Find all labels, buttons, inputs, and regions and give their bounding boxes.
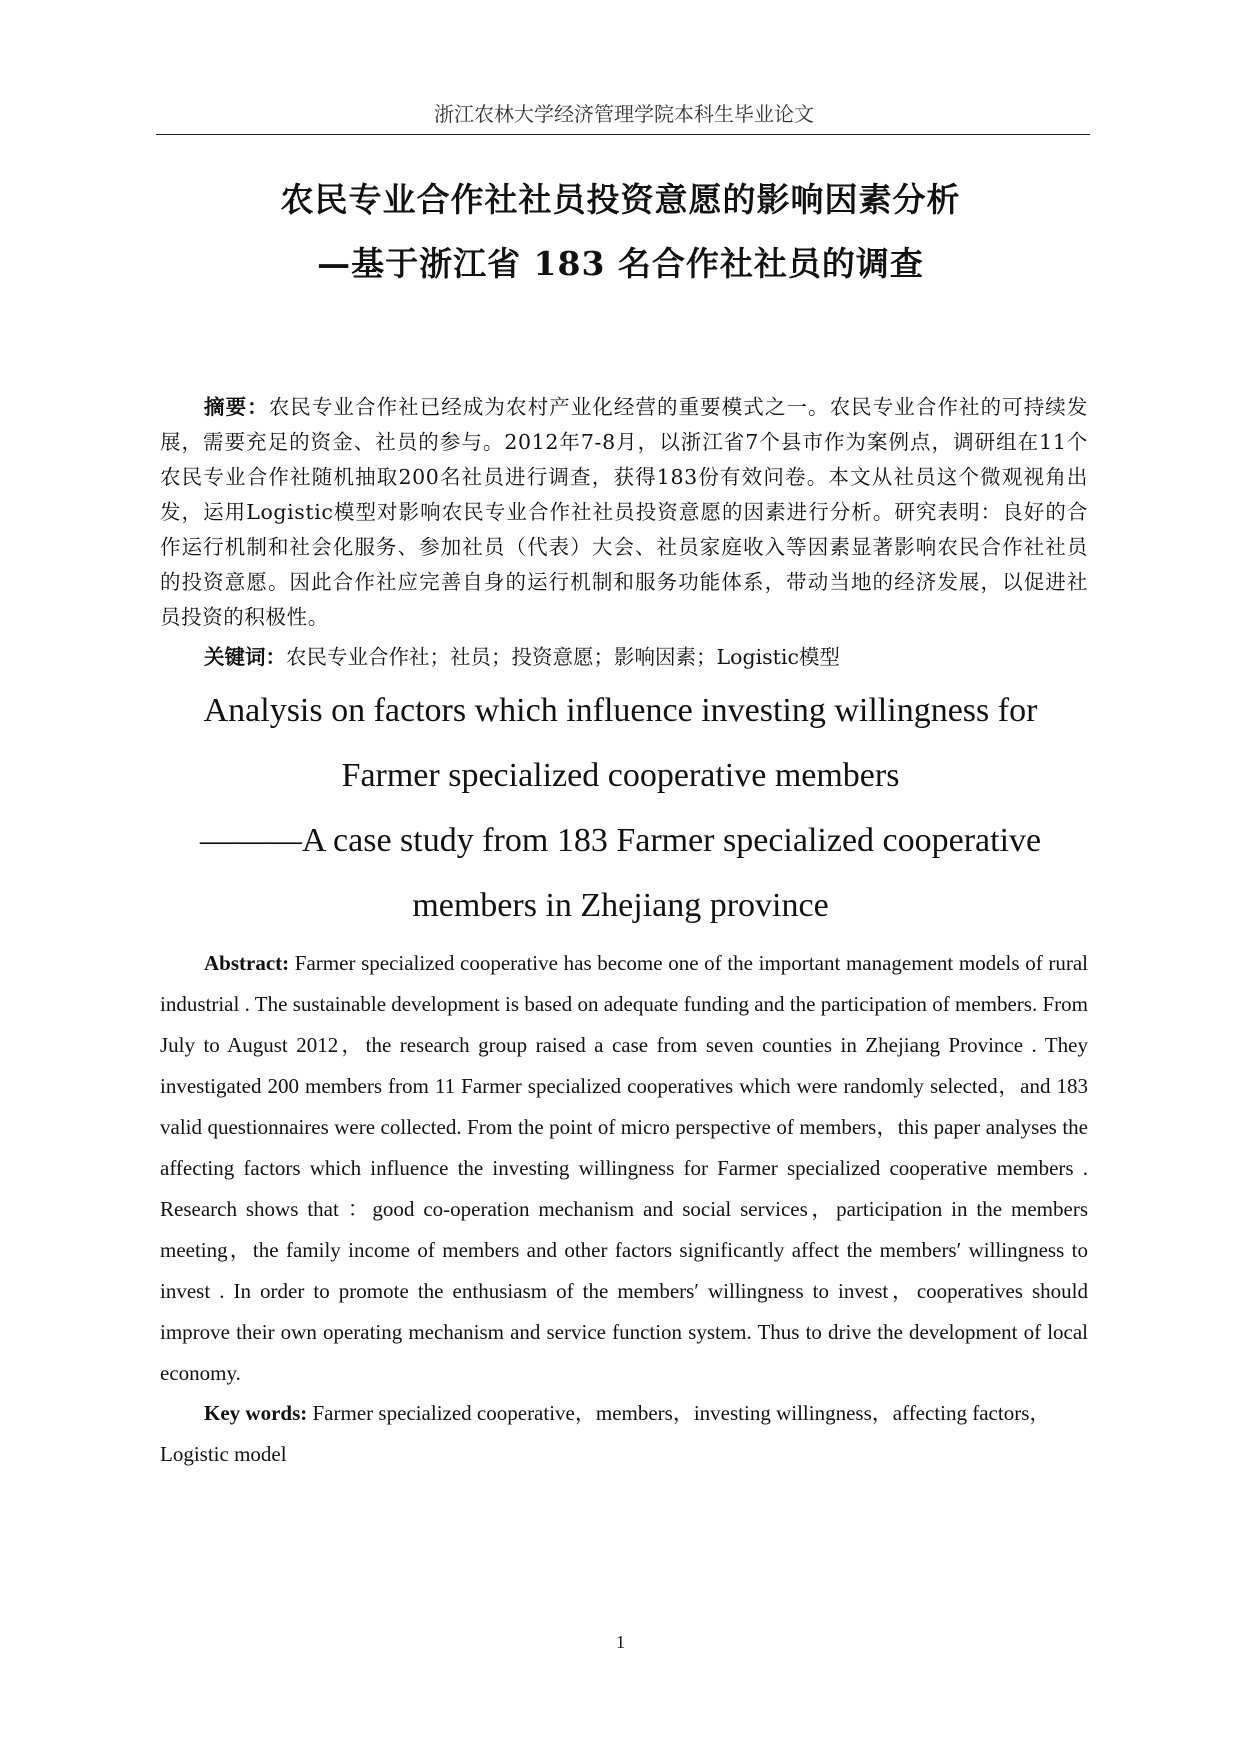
chinese-abstract	[160, 390, 1088, 635]
header-divider	[156, 134, 1090, 135]
english-keywords-text: Farmer specialized cooperative，members，investing willingness，affecting factors，Logistic model	[160, 1401, 1051, 1466]
english-title-line-1: Analysis on factors which influence investing willingness for	[203, 692, 1038, 729]
chinese-keywords-text: 农民专业合作社；社员；投资意愿；影响因素；Logistic模型	[286, 645, 840, 669]
english-subtitle-line-1: ———A case study from 183 Farmer specialized cooperative	[199, 822, 1042, 859]
english-keywords	[160, 1393, 1088, 1475]
chinese-title: 农民专业合作社社员投资意愿的影响因素分析	[280, 180, 961, 219]
english-abstract	[160, 943, 1088, 1394]
english-title-line-2: Farmer specialized cooperative members	[341, 757, 900, 794]
english-abstract-text: Farmer specialized cooperative has become one of the important management models of rural industrial . The sustainable development is based on adequate funding and the participation of members. From July to August 2012，the research group raised a case from seven counties in Zhejiang Province . They investigated 200 members from 11 Farmer specialized cooperatives which were randomly selected，and 183 valid questionnaires were collected. From the point of micro perspective of members，this paper analyses the affecting factors which influence the investing willingness for Farmer specialized cooperative members . Research shows that ：good co-operation mechanism and social services，participation in the members meeting，the family income of members and other factors significantly affect the members′ willingness to invest . In order to promote the enthusiasm of the members′ willingness to invest，cooperatives should improve their own operating mechanism and service function system. Thus to drive the development of local economy.	[160, 951, 1088, 1385]
page-number: 1	[616, 1632, 625, 1652]
english-abstract-label: Abstract:	[204, 951, 290, 975]
running-header: 浙江农林大学经济管理学院本科生毕业论文	[434, 102, 814, 126]
english-keywords-label: Key words:	[204, 1401, 308, 1425]
chinese-keywords-label: 关键词：	[204, 645, 286, 669]
english-subtitle-line-2: members in Zhejiang province	[412, 887, 829, 924]
chinese-keywords	[204, 640, 1084, 675]
chinese-subtitle: —基于浙江省 183 名合作社社员的调查	[317, 244, 924, 283]
chinese-abstract-text: 农民专业合作社已经成为农村产业化经营的重要模式之一。农民专业合作社的可持续发展，需要充足的资金、社员的参与。2012年7-8月，以浙江省7个县市作为案例点，调研组在11个农民专业合作社随机抽取200名社员进行调查，获得183份有效问卷。本文从社员这个微观视角出发，运用Logistic模型对影响农民专业合作社社员投资意愿的因素进行分析。研究表明：良好的合作运行机制和社会化服务、参加社员（代表）大会、社员家庭收入等因素显著影响农民合作社社员的投资意愿。因此合作社应完善自身的运行机制和服务功能体系，带动当地的经济发展，以促进社员投资的积极性。	[160, 395, 1088, 629]
chinese-abstract-label: 摘要：	[204, 395, 269, 419]
